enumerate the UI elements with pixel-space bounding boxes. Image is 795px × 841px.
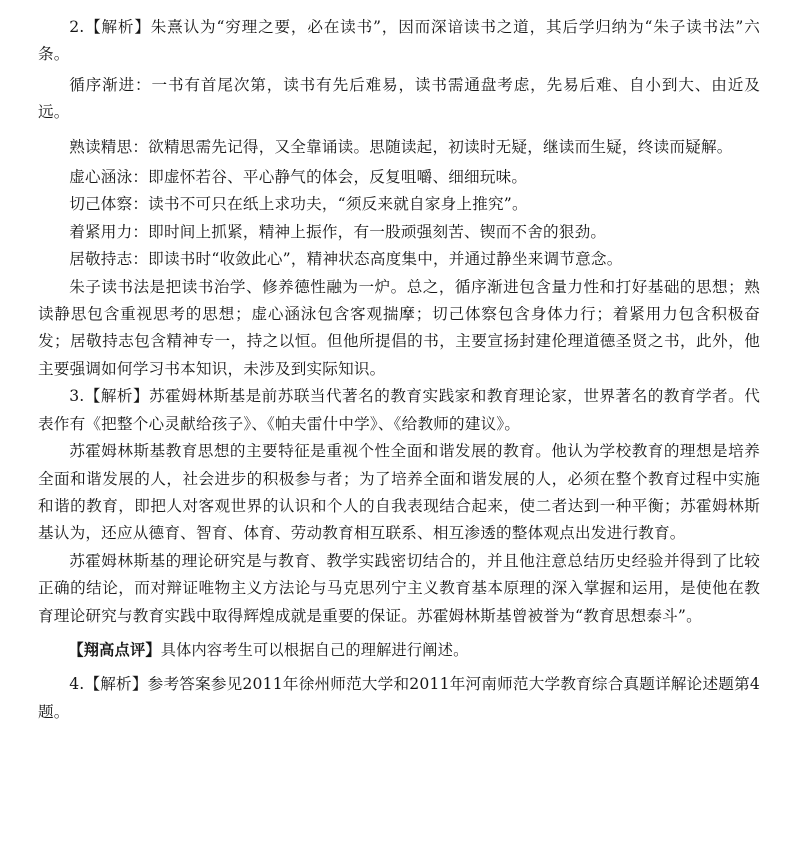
comment-label: 【翔高点评】 xyxy=(68,640,161,659)
text-run: 循序渐进：一书有首尾次第，读书有先后难易，读书需通盘考虑，先易后难、自小到大、由近及远。 xyxy=(38,75,760,122)
text-run: 朱子读书法是把读书治学、修养德性融为一炉。总之，循序渐进包含量力性和打好基础的思想；熟读静思包含重视思考的思想；虚心涵泳包含客观揣摩；切己体察包含身体力行；着紧用力包含积极奋发；居敬持志包含精神专一，持之以恒。但他所提倡的书，主要宣扬封建伦理道德圣贤之书，此外，他主要强调如何学习书本知识，未涉及到实际知识。 xyxy=(38,277,760,378)
text-run: 苏霍姆林斯基教育思想的主要特征是重视个性全面和谐发展的教育。他认为学校教育的理想是培养全面和谐发展的人，社会进步的积极参与者；为了培养全面和谐发展的人，必须在整个教育过程中实施和谐的教育，即把人对客观世界的认识和个人的自我表现结合起来，使二者达到一种平衡；苏霍姆林斯基认为，还应从德育、智育、体育、劳动教育相互联系、相互渗透的整体观点出发进行教育。 xyxy=(38,442,760,543)
text-run: 3.【解析】苏霍姆林斯基是前苏联当代著名的教育实践家和教育理论家，世界著名的教育学者。代表作有《把整个心灵献给孩子》、《帕夫雷什中学》、《给教师的建议》。 xyxy=(38,387,760,433)
text-run: 居敬持志：即读书时“收敛此心”，精神状态高度集中，并通过静坐来调节意念。 xyxy=(69,250,623,269)
q2-principle-5 xyxy=(38,219,760,246)
text-run: 苏霍姆林斯基的理论研究是与教育、教学实践密切结合的，并且他注意总结历史经验并得到了比较正确的结论，而对辩证唯物主义方法论与马克思列宁主义教育基本原理的深入掌握和运用，是使他在教育理论研究与教育实践中取得辉煌成就是重要的保证。苏霍姆林斯基曾被誉为“教育思想泰斗”。 xyxy=(38,551,760,625)
q2-answer-paragraph xyxy=(38,14,760,69)
q2-principle-1 xyxy=(38,72,760,127)
q4-answer-paragraph xyxy=(38,671,760,726)
q2-summary xyxy=(38,274,760,384)
text-run: 具体内容考生可以根据自己的理解进行阐述。 xyxy=(160,640,469,659)
text-run: 2.【解析】朱熹认为“穷理之要，必在读书”，因而深谙读书之道，其后学归纳为“朱子读书法”六条。 xyxy=(38,18,760,64)
q2-principle-2 xyxy=(38,134,760,161)
q2-principle-6 xyxy=(38,246,760,273)
q3-body-2 xyxy=(38,548,760,630)
text-run: 虚心涵泳：即虚怀若谷、平心静气的体会，反复咀嚼、细细玩味。 xyxy=(69,168,528,187)
q3-answer-paragraph xyxy=(38,383,760,438)
text-run: 着紧用力：即时间上抓紧，精神上振作，有一股顽强刻苦、锲而不舍的狠劲。 xyxy=(69,222,607,241)
text-run: 熟读精思：欲精思需先记得，又全靠诵读。思随读起，初读时无疑，继读而生疑，终读而疑解。 xyxy=(69,137,733,156)
answer-page xyxy=(38,14,760,726)
text-run: 4.【解析】参考答案参见2011年徐州师范大学和2011年河南师范大学教育综合真题详解论述题第4题。 xyxy=(38,675,760,721)
q3-body-1 xyxy=(38,438,760,548)
q2-principle-4 xyxy=(38,191,760,218)
q2-principle-3 xyxy=(38,164,760,191)
q3-comment xyxy=(38,637,760,664)
text-run: 切己体察：读书不可只在纸上求功夫，“须反来就自家身上推究”。 xyxy=(69,195,528,214)
